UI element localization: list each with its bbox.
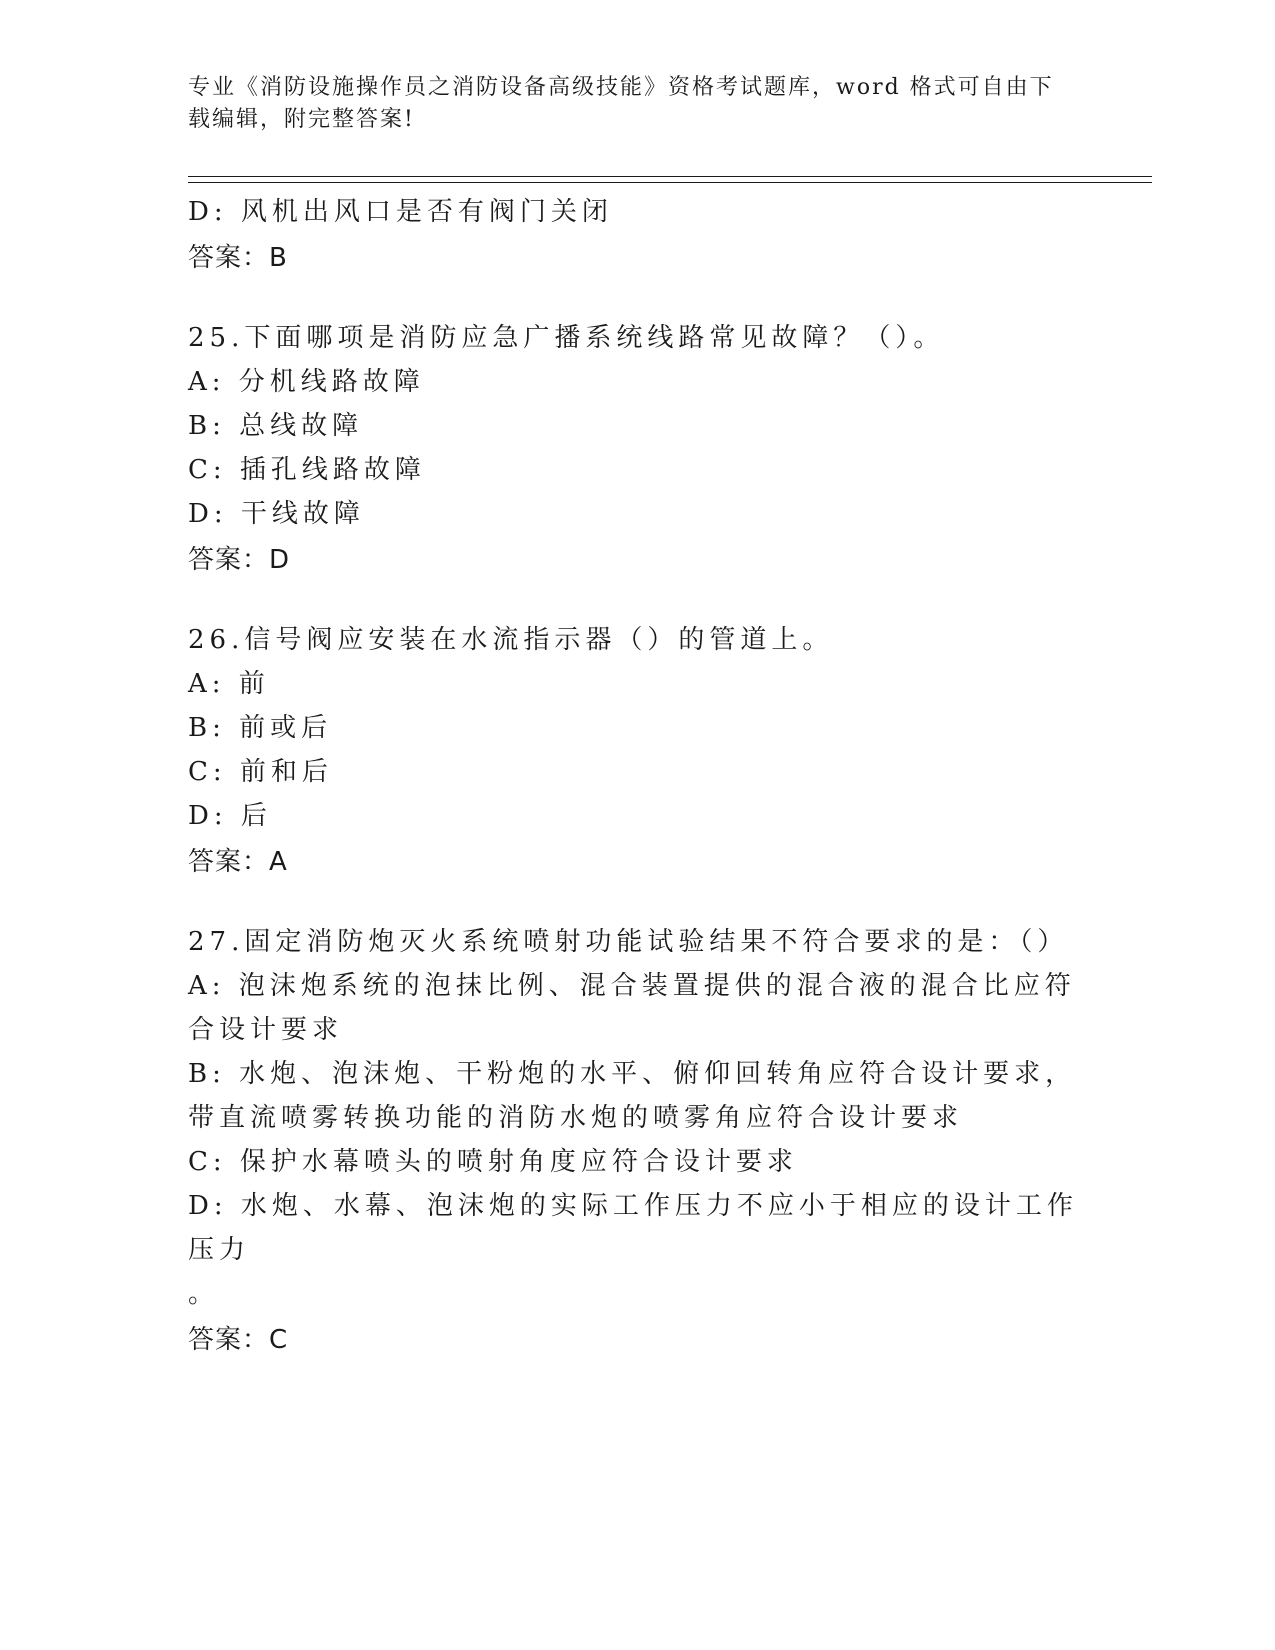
option-c: C: 插孔线路故障 [188,455,426,485]
answer-line: 答案：A [188,847,288,877]
option-d: D: 干线故障 [188,499,365,529]
option-a: A: 前 [188,669,270,699]
question-25 [188,316,1078,584]
option-a: A: 分机线路故障 [188,367,425,397]
option-d: D: 后 [188,801,272,831]
question-title: 27.固定消防炮灭火系统喷射功能试验结果不符合要求的是：（） [188,927,1069,957]
document-body [188,190,1078,1364]
option-b: B: 水炮、泡沫炮、干粉炮的水平、俯仰回转角应符合设计要求，带直流喷雾转换功能的消防水炮的喷雾角应符合设计要求 [188,1059,1077,1133]
option-c: C: 保护水幕喷头的喷射角度应符合设计要求 [188,1147,798,1177]
header-rule-bottom [188,182,1152,183]
option-b: B: 前或后 [188,713,333,743]
question-26 [188,618,1078,886]
question-title: 25.下面哪项是消防应急广播系统线路常见故障？（）。 [188,323,945,353]
header-rule-top [188,176,1152,177]
answer-line: 答案：B [188,243,288,273]
answer-line: 答案：D [188,545,291,575]
option-b: B: 总线故障 [188,411,364,441]
question-title: 26.信号阀应安装在水流指示器（）的管道上。 [188,625,834,655]
carryover-block [188,190,1078,282]
option-d: D: 水炮、水幕、泡沫炮的实际工作压力不应小于相应的设计工作压力 [188,1191,1078,1265]
answer-line: 答案：C [188,1325,289,1355]
question-27 [188,920,1078,1364]
option-c: C: 前和后 [188,757,333,787]
option-a: A: 泡沫炮系统的泡抹比例、混合装置提供的混合液的混合比应符合设计要求 [188,971,1076,1045]
document-header: 专业《消防设施操作员之消防设备高级技能》资格考试题库，word 格式可自由下载编辑，附完整答案! [188,75,1054,132]
option-d: D: 风机出风口是否有阀门关闭 [188,197,613,227]
option-d-tail: 。 [188,1279,215,1309]
